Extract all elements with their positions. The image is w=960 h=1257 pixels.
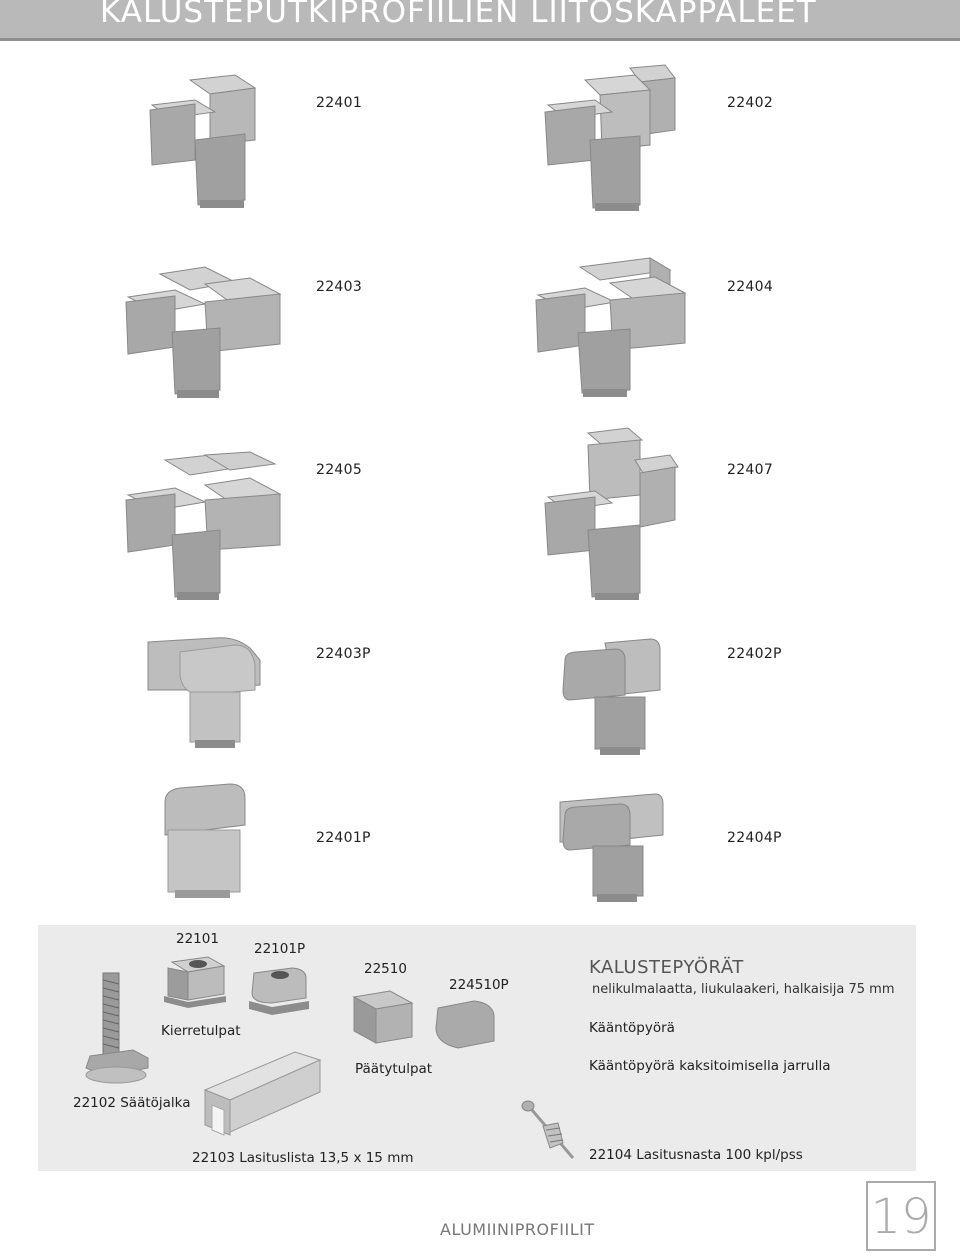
end-plug-22510-code: 22510 bbox=[364, 961, 407, 977]
end-plug-224510p-image bbox=[430, 993, 500, 1053]
casters-description: nelikulmalaatta, liukulaakeri, halkaisija 75 mm bbox=[592, 982, 895, 997]
page-number: 19 bbox=[870, 1189, 932, 1245]
connector-22405-image bbox=[120, 450, 285, 605]
threaded-plugs-label: Kierretulpat bbox=[161, 1023, 241, 1039]
end-plug-22510-image bbox=[348, 983, 418, 1048]
connector-code: 22403 bbox=[316, 279, 363, 295]
connector-22401p-image bbox=[160, 780, 250, 905]
connector-22403p-image bbox=[140, 630, 265, 755]
connector-22401-image bbox=[140, 70, 270, 215]
connector-code: 22405 bbox=[316, 462, 363, 478]
adjustable-foot-22102-image bbox=[78, 968, 158, 1088]
glazing-strip-label: 22103 Lasituslista 13,5 x 15 mm bbox=[192, 1150, 414, 1166]
connector-code: 22407 bbox=[727, 462, 774, 478]
threaded-plug-22101p-image bbox=[244, 963, 312, 1018]
threaded-plug-22101-code: 22101 bbox=[176, 931, 219, 947]
glazing-pin-22104-image bbox=[518, 1098, 583, 1168]
connector-22402-image bbox=[540, 60, 680, 215]
page-number-box bbox=[866, 1181, 936, 1251]
end-plugs-label: Päätytulpat bbox=[355, 1061, 433, 1077]
adjustable-foot-label: 22102 Säätöjalka bbox=[73, 1095, 191, 1111]
footer-brand: ALUMIINIPROFIILIT bbox=[440, 1220, 595, 1239]
connector-code: 22401P bbox=[316, 830, 371, 846]
page-title: KALUSTEPUTKIPROFIILIEN LIITOSKAPPALEET bbox=[100, 0, 817, 30]
connector-code: 22401 bbox=[316, 95, 363, 111]
connector-code: 22403P bbox=[316, 646, 371, 662]
connector-code: 22402 bbox=[727, 95, 774, 111]
connector-code: 22402P bbox=[727, 646, 782, 662]
connector-22403-image bbox=[120, 262, 285, 402]
connector-code: 22404P bbox=[727, 830, 782, 846]
connector-22402p-image bbox=[555, 635, 670, 760]
page-header bbox=[0, 0, 960, 41]
glazing-pin-label: 22104 Lasitusnasta 100 kpl/pss bbox=[589, 1147, 803, 1163]
connector-code: 22404 bbox=[727, 279, 774, 295]
caster-swivel-brake-label: Kääntöpyörä kaksitoimisella jarrulla bbox=[589, 1058, 831, 1074]
glazing-strip-22103-image bbox=[200, 1050, 325, 1142]
casters-heading: KALUSTEPYÖRÄT bbox=[589, 957, 744, 978]
caster-swivel-label: Kääntöpyörä bbox=[589, 1020, 675, 1036]
connector-22404p-image bbox=[555, 790, 670, 910]
connector-22407-image bbox=[540, 425, 680, 605]
threaded-plug-22101p-code: 22101P bbox=[254, 941, 306, 957]
connector-22404-image bbox=[530, 255, 690, 405]
threaded-plug-22101-image bbox=[160, 952, 228, 1012]
end-plug-224510p-code: 224510P bbox=[449, 977, 509, 993]
